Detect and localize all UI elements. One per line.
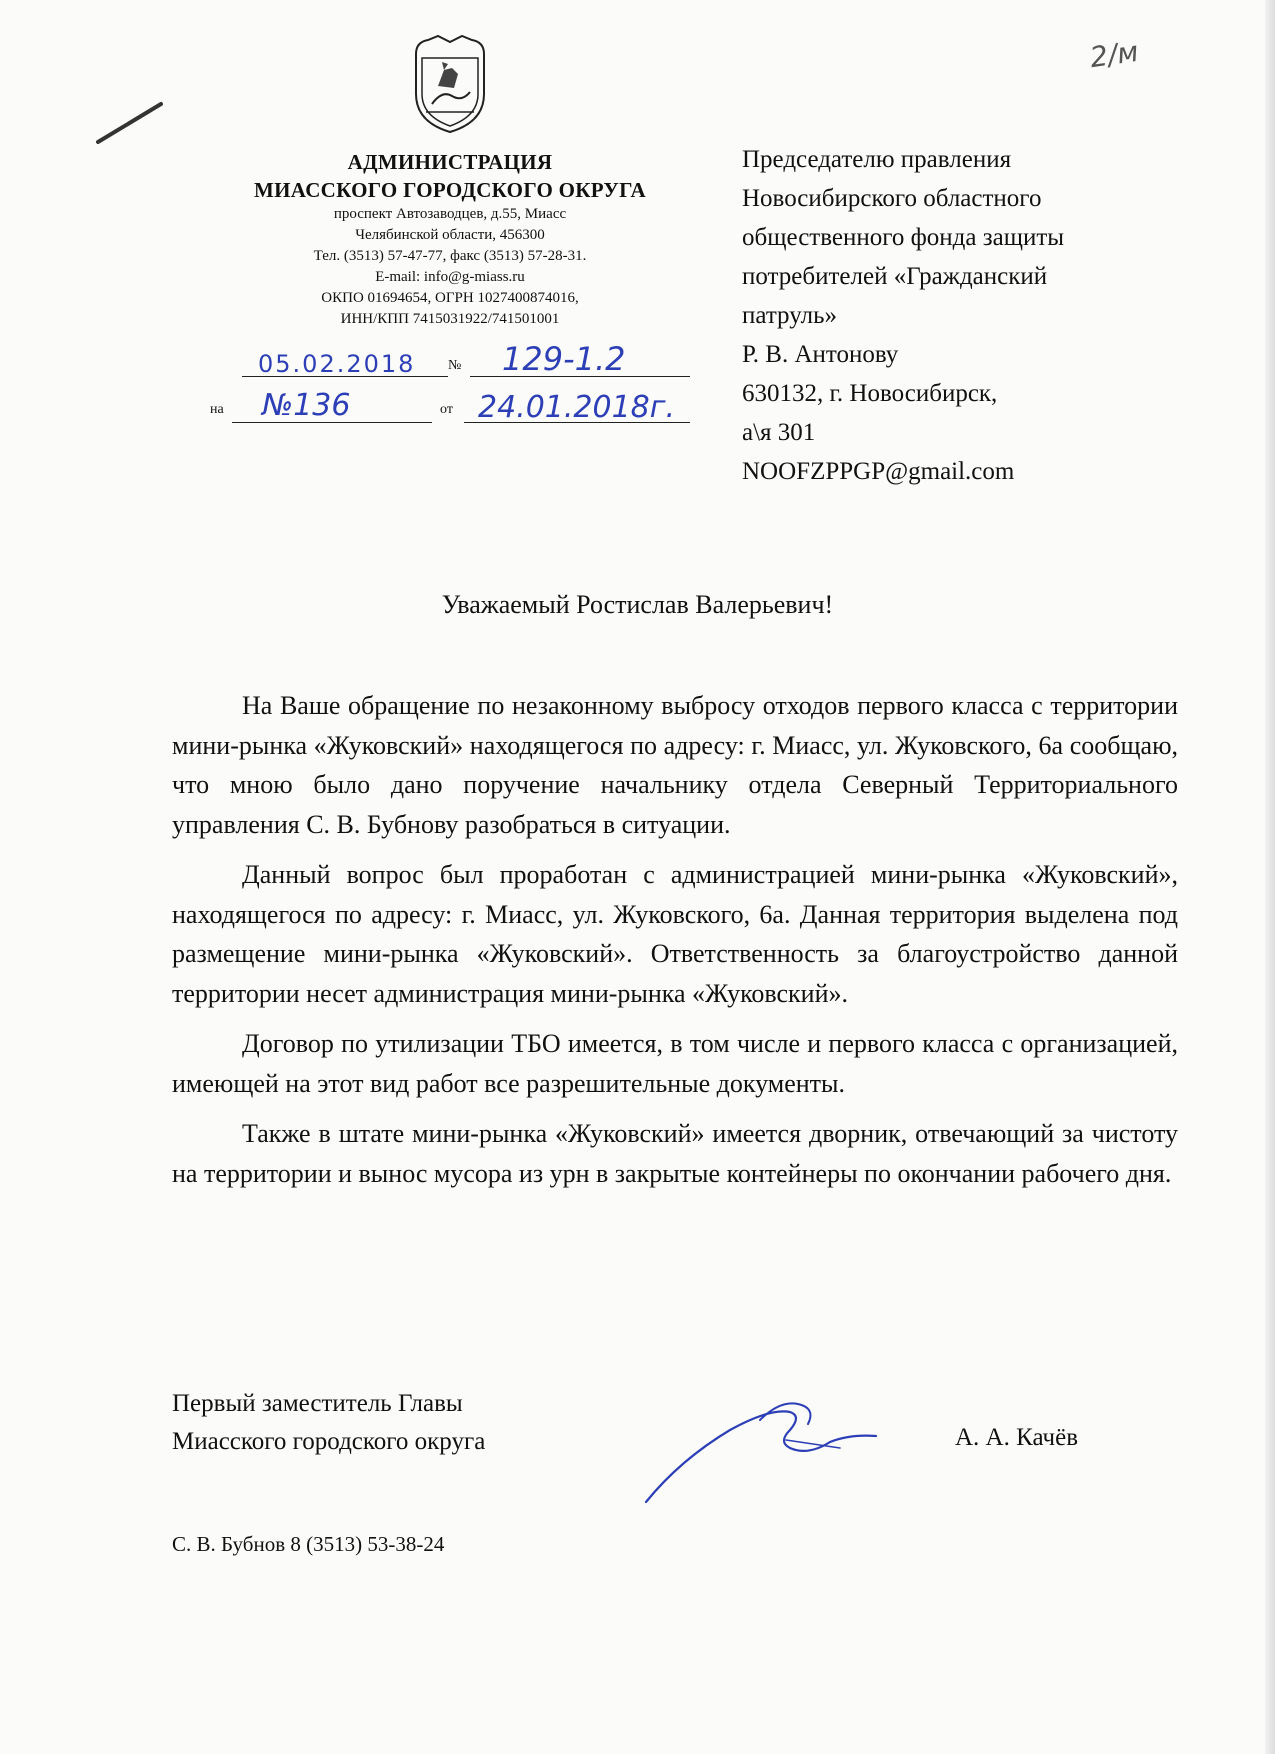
org-inn: ИНН/КПП 7415031922/741501001 (340, 311, 560, 327)
body-paragraph: Также в штате мини-рынка «Жуковский» имеется дворник, отвечающий за чистоту на территории и вынос мусора из урн в закрытые контейнеры по окончании рабочего дня. (172, 1119, 1178, 1188)
recipient-line: патруль» (742, 302, 838, 329)
recipient-line: общественного фонда защиты (742, 224, 1065, 251)
pen-mark (95, 100, 165, 146)
org-address-1: проспект Автозаводцев, д.55, Миасс (333, 206, 567, 222)
outgoing-number: 129-1.2 (502, 340, 626, 378)
org-address-2: Челябинской области, 456300 (355, 227, 545, 243)
number-label: № (448, 358, 462, 373)
org-name-line-2: МИАССКОГО ГОРОДСКОГО ОКРУГА (254, 178, 646, 202)
corner-handwritten-mark: 2/м (1087, 34, 1141, 75)
body-paragraph: Данный вопрос был проработан с администрацией мини-рынка «Жуковский», находящегося по адресу: г. Миасс, ул. Жуковского, 6а. Данная территория выделена под размещение мини-рынка «Жуковский». Ответственность за благоустройство данной территории несет администрация мини-рынка «Жуковский». (172, 860, 1178, 1008)
recipient-line: 630132, г. Новосибирск, (742, 380, 998, 407)
scan-edge (1265, 0, 1275, 1754)
recipient-email: NOOFZPPGP@gmail.com (742, 458, 1015, 485)
recipient-block (742, 140, 1242, 491)
body-paragraph: На Ваше обращение по незаконному выбросу отходов первого класса с территории мини-рынка «Жуковский» находящегося по адресу: г. Миасс, ул. Жуковского, 6а сообщаю, что мною было дано поручение начальнику отдела Северный Территориального управления С. В. Бубнову разобраться в ситуации. (172, 691, 1178, 839)
org-name-line-1: АДМИНИСТРАЦИЯ (347, 150, 553, 174)
org-phone: Тел. (3513) 57-47-77, факс (3513) 57-28-31. (313, 248, 587, 264)
signer-position-line-1: Первый заместитель Главы (172, 1390, 463, 1417)
org-email: E-mail: info@g-miass.ru (375, 269, 525, 285)
greeting: Уважаемый Ростислав Валерьевич! (441, 590, 834, 619)
executor-contact: С. В. Бубнов 8 (3513) 53-38-24 (172, 1532, 445, 1556)
handwritten-signature (640, 1390, 880, 1510)
coat-of-arms-icon (408, 34, 492, 134)
recipient-line: Новосибирского областного (742, 185, 1042, 212)
recipient-line: Р. В. Антонову (742, 341, 899, 368)
reference-date-label: от (440, 402, 453, 417)
signer-position (172, 1385, 485, 1461)
reference-date: 24.01.2018г. (478, 390, 676, 425)
outgoing-date: 05.02.2018 (258, 350, 416, 378)
reference-number: №136 (262, 388, 351, 423)
reference-label: на (210, 402, 224, 417)
letter-body (172, 686, 1178, 1204)
body-paragraph: Договор по утилизации ТБО имеется, в том числе и первого класса с организацией, имеющей на этот вид работ все разрешительные документы. (172, 1029, 1178, 1098)
organization-header (200, 148, 700, 330)
signer-name: А. А. Качёв (955, 1424, 1079, 1451)
org-okpo: ОКПО 01694654, ОГРН 1027400874016, (321, 290, 579, 306)
signer-position-line-2: Миасского городского округа (172, 1428, 486, 1455)
recipient-line: Председателю правления (742, 146, 1012, 173)
recipient-line: потребителей «Гражданский (742, 263, 1048, 290)
recipient-line: а\я 301 (742, 419, 816, 446)
